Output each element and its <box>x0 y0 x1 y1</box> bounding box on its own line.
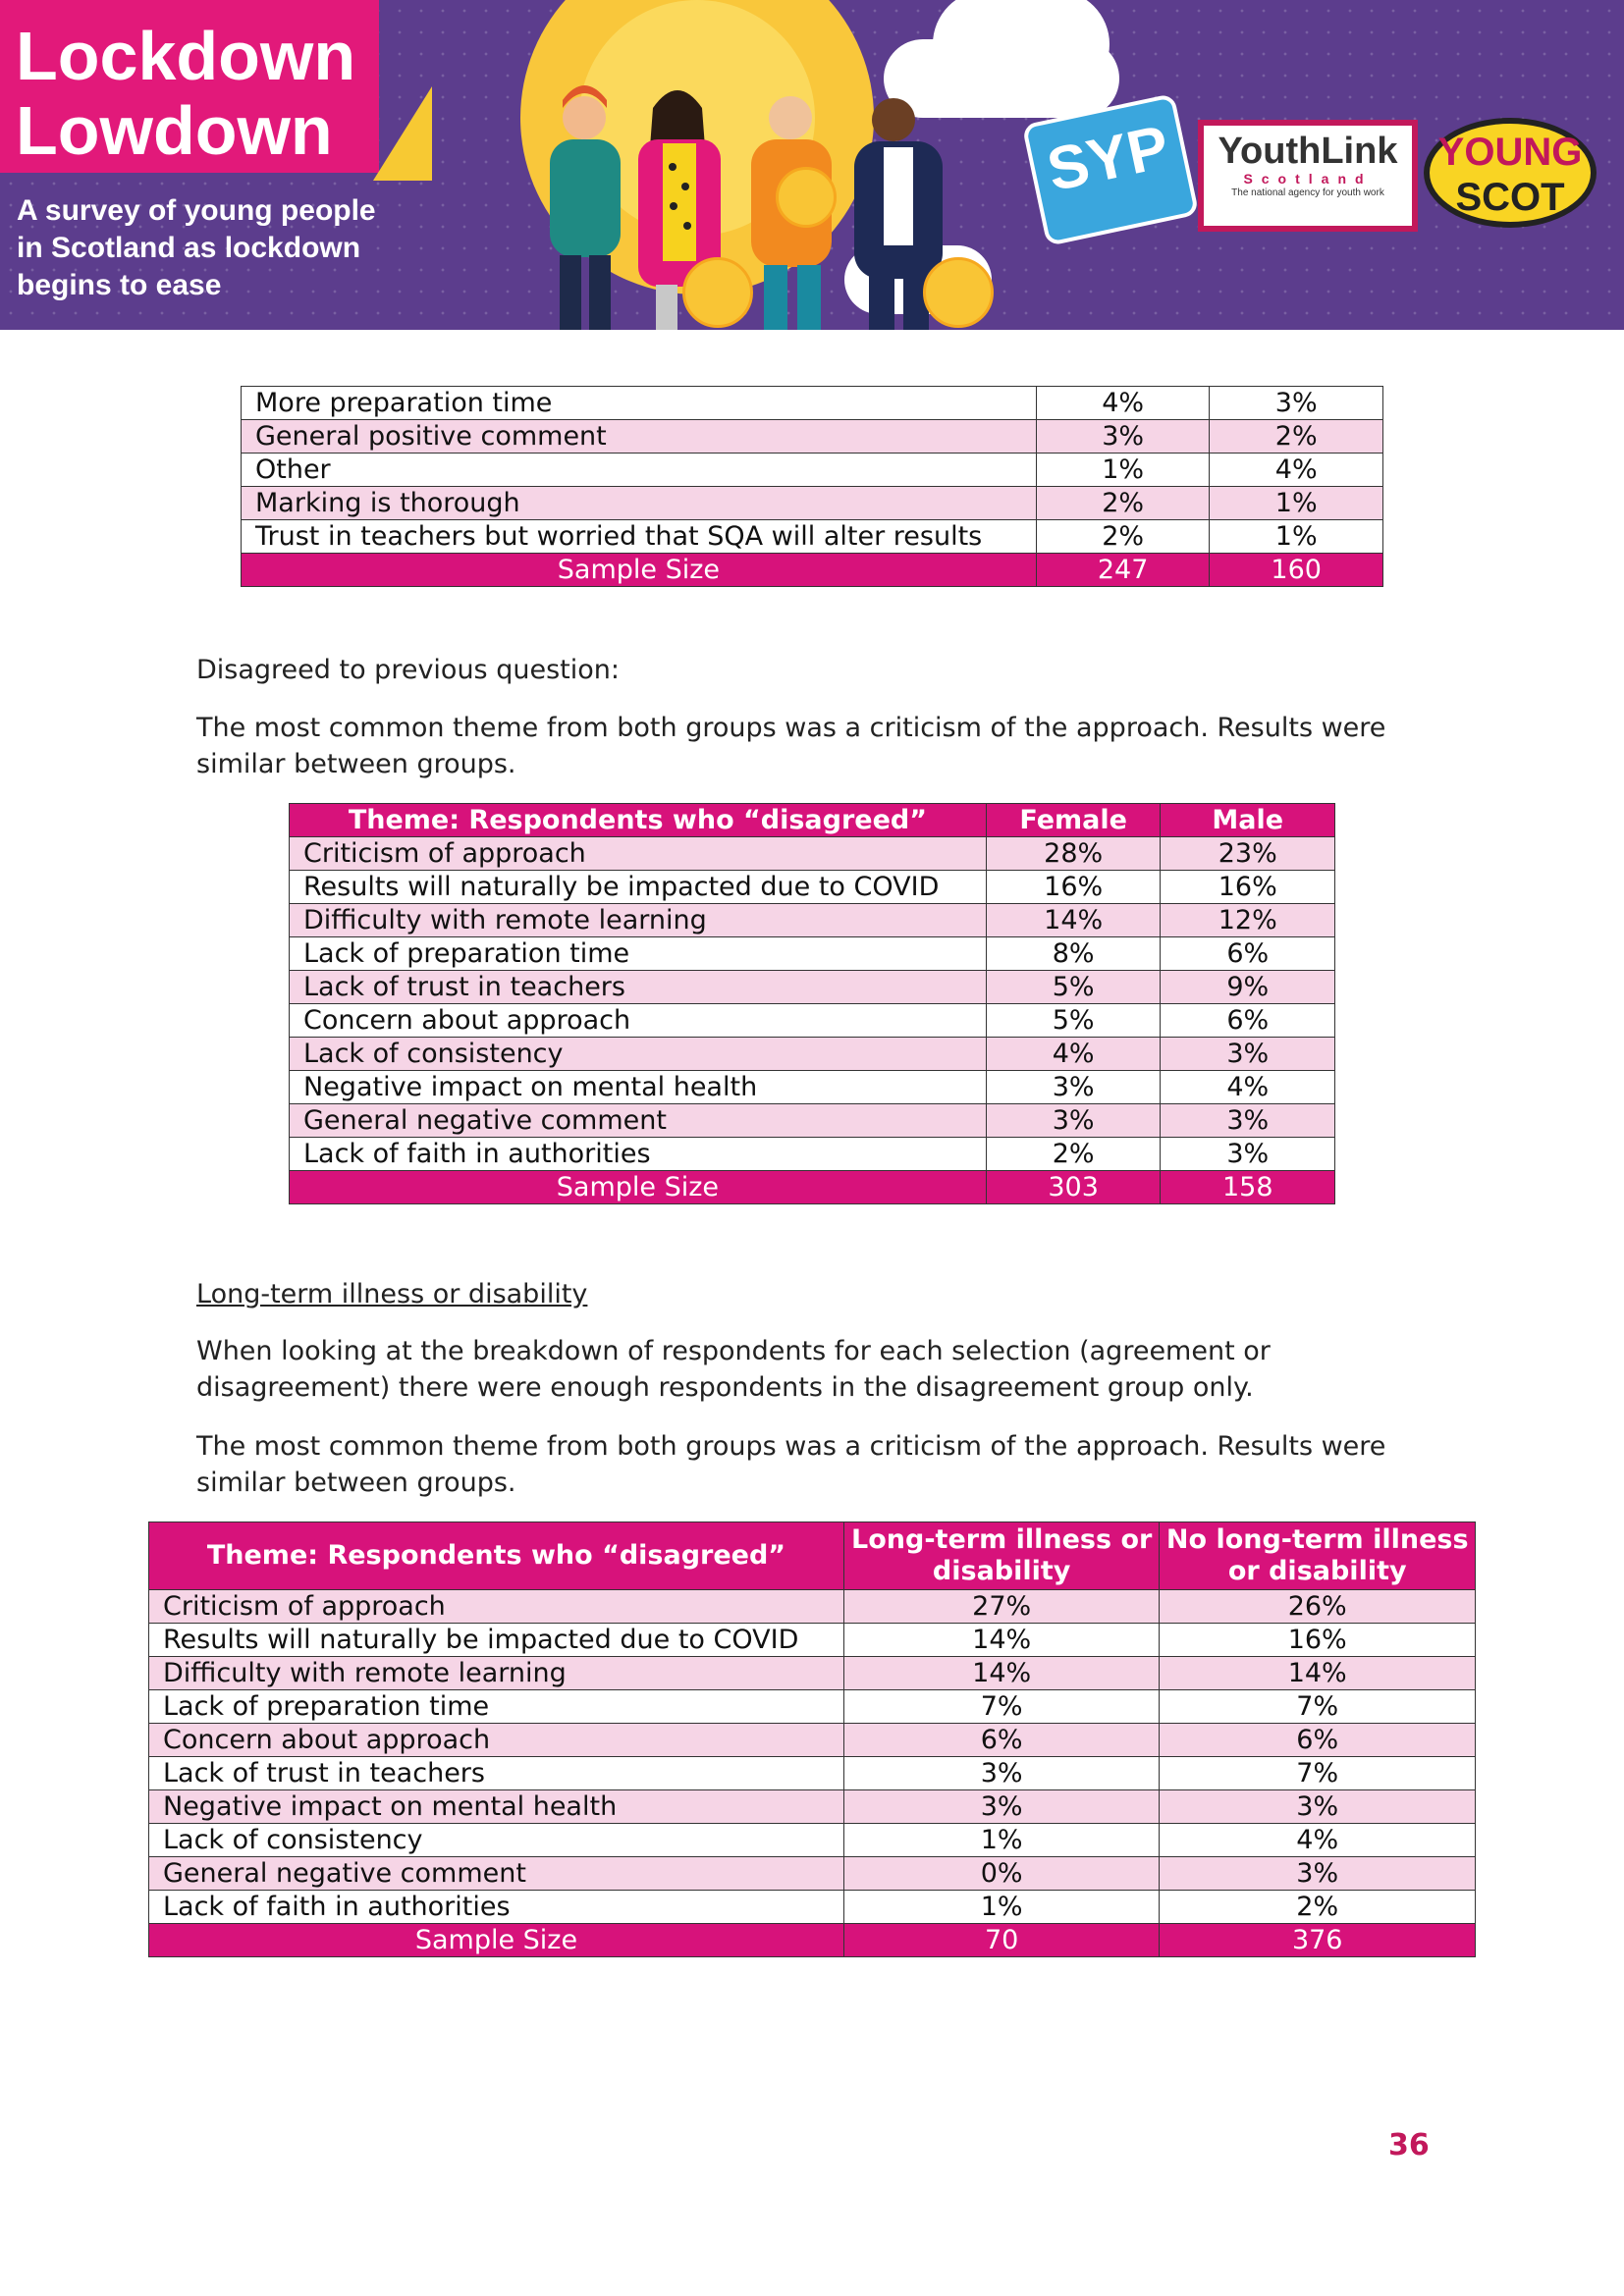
table-row <box>290 1038 1335 1071</box>
row-value: 1% <box>843 1824 1160 1857</box>
row-value: 3% <box>843 1757 1160 1790</box>
row-value: 7% <box>843 1690 1160 1724</box>
row-value: 27% <box>843 1590 1160 1624</box>
row-value: 2% <box>1036 487 1210 520</box>
row-label: Results will naturally be impacted due to COVID <box>290 871 987 904</box>
table-header-row <box>149 1522 1476 1590</box>
row-value: 9% <box>1161 971 1335 1004</box>
table-row <box>290 904 1335 937</box>
row-label: Lack of faith in authorities <box>290 1138 987 1171</box>
row-value: 3% <box>1160 1857 1476 1891</box>
table-header-row <box>290 804 1335 837</box>
row-value: 2% <box>1210 420 1383 454</box>
table-row <box>149 1724 1476 1757</box>
youthlink-logo-tagline: The national agency for youth work <box>1231 187 1384 198</box>
row-value: 8% <box>986 937 1161 971</box>
row-value: 6% <box>1161 937 1335 971</box>
row-value: 14% <box>986 904 1161 937</box>
table-row <box>149 1657 1476 1690</box>
row-value: 5% <box>986 1004 1161 1038</box>
row-value: 3% <box>986 1071 1161 1104</box>
table-row <box>290 937 1335 971</box>
sample-size-label: Sample Size <box>242 554 1037 587</box>
young-scot-logo-line2: SCOT <box>1455 176 1565 219</box>
table-row <box>149 1757 1476 1790</box>
title-box <box>0 0 379 173</box>
row-value: 7% <box>1160 1690 1476 1724</box>
row-label: General positive comment <box>242 420 1037 454</box>
table-row <box>290 1004 1335 1038</box>
page-number: 36 <box>1388 2128 1430 2163</box>
disagreed-themes-by-gender-table <box>289 803 1335 1204</box>
row-label: Negative impact on mental health <box>149 1790 844 1824</box>
row-label: Results will naturally be impacted due to COVID <box>149 1624 844 1657</box>
column-header-female: Female <box>986 804 1161 837</box>
title-accent <box>373 86 432 181</box>
section-heading-disability: Long-term illness or disability <box>196 1279 588 1309</box>
column-header-theme: Theme: Respondents who “disagreed” <box>149 1522 844 1590</box>
table-row <box>290 1104 1335 1138</box>
smiley-illustration <box>682 257 753 328</box>
row-label: Trust in teachers but worried that SQA will alter results <box>242 520 1037 554</box>
row-label: Lack of consistency <box>149 1824 844 1857</box>
row-value: 14% <box>843 1657 1160 1690</box>
sample-size-value: 303 <box>986 1171 1161 1204</box>
row-value: 14% <box>843 1624 1160 1657</box>
row-value: 3% <box>843 1790 1160 1824</box>
smiley-illustration <box>923 257 994 328</box>
sample-size-value: 160 <box>1210 554 1383 587</box>
table-row <box>290 1138 1335 1171</box>
table-row <box>290 837 1335 871</box>
row-value: 3% <box>1036 420 1210 454</box>
row-value: 6% <box>1161 1004 1335 1038</box>
row-value: 12% <box>1161 904 1335 937</box>
table-row <box>242 387 1383 420</box>
sample-size-label: Sample Size <box>149 1924 844 1957</box>
sample-size-row <box>290 1171 1335 1204</box>
paragraph-breakdown: When looking at the breakdown of respondents for each selection (agreement or disagreement) there were enough respondents in the disagreement group only. <box>196 1336 1271 1403</box>
youthlink-logo <box>1198 120 1418 232</box>
youthlink-logo-text: YouthLink <box>1218 131 1398 172</box>
sample-size-value: 70 <box>843 1924 1160 1957</box>
row-value: 7% <box>1160 1757 1476 1790</box>
youthlink-logo-sub: Scotland <box>1243 171 1373 187</box>
row-label: Other <box>242 454 1037 487</box>
sample-size-row <box>149 1924 1476 1957</box>
row-value: 28% <box>986 837 1161 871</box>
row-value: 4% <box>1161 1071 1335 1104</box>
row-label: Criticism of approach <box>290 837 987 871</box>
table-row <box>149 1891 1476 1924</box>
row-label: Criticism of approach <box>149 1590 844 1624</box>
sample-size-row <box>242 554 1383 587</box>
sample-size-value: 376 <box>1160 1924 1476 1957</box>
row-value: 0% <box>843 1857 1160 1891</box>
row-label: Difficulty with remote learning <box>290 904 987 937</box>
table-row <box>242 454 1383 487</box>
row-value: 16% <box>1160 1624 1476 1657</box>
sample-size-value: 247 <box>1036 554 1210 587</box>
syp-logo: SYP <box>1022 93 1200 246</box>
row-value: 2% <box>1036 520 1210 554</box>
row-value: 14% <box>1160 1657 1476 1690</box>
row-value: 16% <box>1161 871 1335 904</box>
sample-size-label: Sample Size <box>290 1171 987 1204</box>
young-scot-logo <box>1424 118 1597 228</box>
row-label: Concern about approach <box>290 1004 987 1038</box>
table-row <box>290 871 1335 904</box>
table-row <box>290 1071 1335 1104</box>
disagreed-themes-by-disability-table <box>148 1522 1476 1957</box>
row-value: 3% <box>986 1104 1161 1138</box>
row-label: More preparation time <box>242 387 1037 420</box>
row-label: Lack of trust in teachers <box>290 971 987 1004</box>
row-label: Marking is thorough <box>242 487 1037 520</box>
paragraph-disability-summary: The most common theme from both groups was a criticism of the approach. Results were similar between groups. <box>196 1431 1386 1498</box>
table-row <box>149 1857 1476 1891</box>
row-value: 5% <box>986 971 1161 1004</box>
smiley-illustration <box>776 167 837 228</box>
banner-title-line1: Lockdown <box>16 18 356 94</box>
row-value: 4% <box>1160 1824 1476 1857</box>
banner-title-line2: Lowdown <box>16 92 333 169</box>
table-row <box>242 520 1383 554</box>
row-label: Lack of consistency <box>290 1038 987 1071</box>
row-value: 23% <box>1161 837 1335 871</box>
sample-size-value: 158 <box>1161 1171 1335 1204</box>
table-row <box>242 487 1383 520</box>
row-value: 6% <box>1160 1724 1476 1757</box>
column-header-male: Male <box>1161 804 1335 837</box>
row-label: Lack of preparation time <box>290 937 987 971</box>
row-label: Concern about approach <box>149 1724 844 1757</box>
table-row <box>242 420 1383 454</box>
row-value: 26% <box>1160 1590 1476 1624</box>
row-value: 1% <box>843 1891 1160 1924</box>
row-label: Lack of faith in authorities <box>149 1891 844 1924</box>
banner-subtitle: A survey of young people in Scotland as lockdown begins to ease <box>17 194 376 301</box>
row-value: 2% <box>1160 1891 1476 1924</box>
table-row <box>149 1624 1476 1657</box>
young-scot-logo-line1: YOUNG <box>1437 131 1583 174</box>
row-value: 3% <box>1161 1138 1335 1171</box>
row-label: Negative impact on mental health <box>290 1071 987 1104</box>
row-value: 2% <box>986 1138 1161 1171</box>
row-value: 3% <box>1160 1790 1476 1824</box>
column-header-disability: Long-term illness or disability <box>843 1522 1160 1590</box>
row-value: 1% <box>1036 454 1210 487</box>
row-value: 4% <box>1036 387 1210 420</box>
row-label: General negative comment <box>290 1104 987 1138</box>
column-header-no-disability: No long-term illness or disability <box>1160 1522 1476 1590</box>
disagreed-intro: Disagreed to previous question: <box>196 655 620 685</box>
table-row <box>149 1790 1476 1824</box>
table-row <box>290 971 1335 1004</box>
agreed-themes-table-continued <box>241 386 1383 587</box>
row-value: 4% <box>1210 454 1383 487</box>
table-row <box>149 1590 1476 1624</box>
row-label: Lack of preparation time <box>149 1690 844 1724</box>
table-row <box>149 1824 1476 1857</box>
row-label: Lack of trust in teachers <box>149 1757 844 1790</box>
column-header-theme: Theme: Respondents who “disagreed” <box>290 804 987 837</box>
row-label: General negative comment <box>149 1857 844 1891</box>
row-value: 1% <box>1210 487 1383 520</box>
table-row <box>149 1690 1476 1724</box>
header-banner <box>0 0 1624 330</box>
row-value: 3% <box>1161 1038 1335 1071</box>
row-value: 1% <box>1210 520 1383 554</box>
row-value: 3% <box>1210 387 1383 420</box>
row-value: 4% <box>986 1038 1161 1071</box>
row-value: 6% <box>843 1724 1160 1757</box>
paragraph-gender-summary: The most common theme from both groups was a criticism of the approach. Results were similar between groups. <box>196 713 1386 779</box>
row-label: Difficulty with remote learning <box>149 1657 844 1690</box>
row-value: 16% <box>986 871 1161 904</box>
row-value: 3% <box>1161 1104 1335 1138</box>
